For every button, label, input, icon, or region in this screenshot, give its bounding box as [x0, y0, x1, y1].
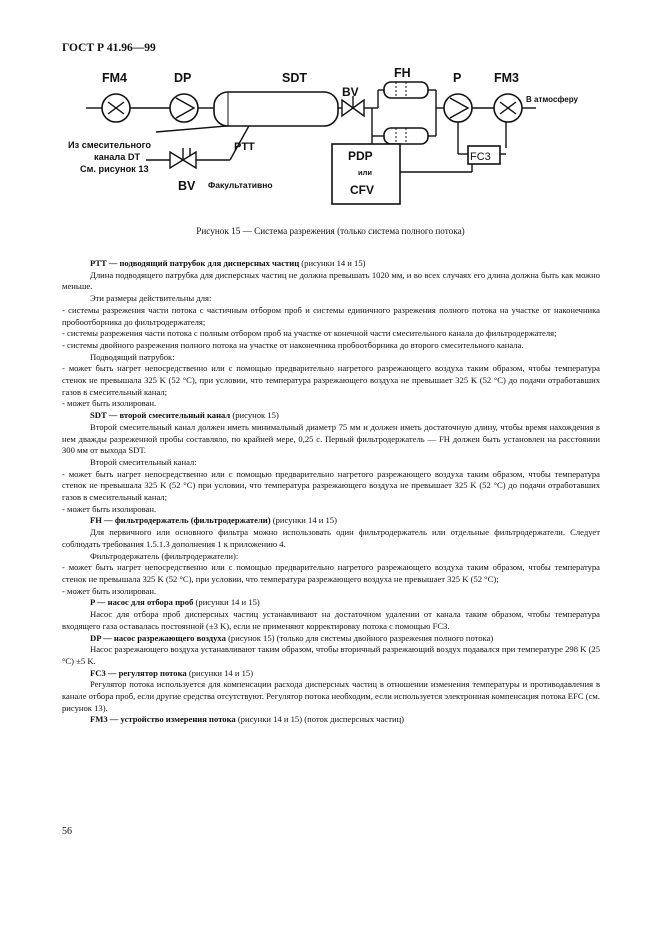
paragraph [62, 668, 600, 680]
paragraph-term: SDT — второй смесительный канал [90, 410, 231, 421]
paragraph-text: Второй смесительный канал должен иметь минимальный диаметр 75 мм и должен иметь достаточную длину, чтобы время нахождения в нем дважды разреженной пробы составляло, по крайней мере, 0,25 с. Первый фильтродержатель — FH должен быть установлен на расстоянии 300 мм от выхода SDT. [62, 421, 600, 456]
bv-bottom-label: BV [178, 179, 196, 193]
paragraph-text: - может быть изолирован. [62, 503, 157, 514]
paragraph [62, 714, 600, 726]
dp-label: DP [174, 71, 192, 85]
paragraph [62, 679, 600, 714]
body-text [62, 258, 600, 726]
document-header: ГОСТ Р 41.96—99 [62, 42, 156, 54]
paragraph-text: - системы двойного разрежения полного потока на участке от наконечника пробоотборника до второго смесительного канала. [62, 339, 524, 350]
or-label: или [358, 168, 372, 177]
paragraph-term: FC3 — регулятор потока [90, 667, 187, 678]
paragraph-text: Регулятор потока используется для компенсации расхода дисперсных частиц в отношении изменения температуры и противодавления в канале отбора проб, если другие средства отсутствуют. Регулятор потока необходим, если используется электронная компенсация потока EFC (см. рисунок 13). [62, 679, 600, 713]
dilution-system-diagram [60, 62, 620, 212]
paragraph [62, 363, 600, 398]
sdt-tunnel-icon [214, 92, 338, 126]
paragraph-text: (рисунки 14 и 15) [193, 597, 260, 608]
paragraph [62, 270, 600, 293]
paragraph [62, 562, 600, 585]
paragraph-term: P — насос для отбора проб [90, 597, 194, 608]
paragraph [62, 504, 600, 516]
page-number: 56 [62, 826, 72, 837]
paragraph-text: (рисунки 14 и 15) (поток дисперсных частиц) [235, 714, 405, 725]
atmosphere-label: В атмосферу [526, 95, 578, 104]
cfv-label: CFV [350, 183, 374, 197]
paragraph [62, 586, 600, 598]
paragraph-text: Фильтродержатель (фильтродержатели): [90, 550, 239, 561]
paragraph-term: FM3 — устройство измерения потока [90, 714, 236, 725]
ptt-label: PTT [234, 141, 255, 153]
paragraph-term: DP — насос разрежающего воздуха [90, 632, 226, 643]
paragraph [62, 644, 600, 667]
paragraph [62, 305, 600, 328]
fh-label: FH [394, 66, 411, 80]
paragraph-text: - может быть нагрет непосредственно или с помощью предварительно нагретого разрежающего воздуха таким образом, чтобы температура стенок не превышала 325 K (52 °C), при условии, что температура разрежающего воздуха не превышает 325 K (52 °C); [62, 562, 600, 584]
paragraph [62, 527, 600, 550]
paragraph-text: (рисунок 15) (только для системы двойного разрежения полного потока) [225, 632, 494, 643]
sdt-label: SDT [282, 71, 307, 85]
paragraph-text: (рисунки 14 и 15) [186, 667, 254, 678]
paragraph-text: Второй смесительный канал: [90, 456, 197, 467]
paragraph [62, 410, 600, 422]
paragraph-text: Длина подводящего патрубка для дисперсных частиц не должна превышать 1020 мм, и во всех случаях его длина должна быть как можно меньше. [62, 269, 600, 292]
paragraph [62, 609, 600, 632]
optional-label: Факультативно [208, 180, 273, 190]
paragraph [62, 551, 600, 563]
paragraph-text: (рисунки 14 и 15) [299, 258, 366, 268]
fm3-label: FM3 [494, 71, 519, 85]
paragraph [62, 633, 600, 645]
paragraph-text: - может быть изолирован. [62, 398, 157, 409]
p-label: P [453, 71, 462, 85]
paragraph [62, 398, 600, 410]
paragraph-text: - системы разрежения части потока с частичным отбором проб и системы единичного разрежения полного потока на участке от наконечника пробоотборника до фильтродержателя; [62, 304, 600, 327]
paragraph-text: - системы разрежения части потока с полным отбором проб на участке от конечной части смесительного канала до фильтродержателя; [62, 328, 557, 339]
figure-caption: Рисунок 15 — Система разрежения (только система полного потока) [196, 226, 465, 236]
paragraph-term: FH — фильтродержатель (фильтродержатели) [90, 515, 271, 526]
fm4-label: FM4 [102, 71, 127, 85]
paragraph [62, 597, 600, 609]
paragraph [62, 352, 600, 364]
paragraph-text: - может быть изолирован. [62, 585, 157, 596]
paragraph [62, 258, 600, 270]
paragraph [62, 293, 600, 305]
paragraph-text: (рисунки 14 и 15) [270, 515, 337, 526]
paragraph-term: PTT — подводящий патрубок для дисперсных частиц [90, 258, 300, 268]
paragraph-text: Эти размеры действительны для: [90, 293, 212, 304]
pdp-label: PDP [348, 149, 373, 163]
inlet-line-3: См. рисунок 13 [80, 164, 149, 174]
fc3-label: FC3 [470, 151, 491, 163]
paragraph-text: (рисунок 15) [230, 410, 279, 421]
paragraph-text: Для первичного или основного фильтра можно использовать один фильтродержатель или отдельные фильтродержатели. Следует соблюдать требования 1.5.1.3 дополнения 1 к приложению 4. [62, 527, 600, 549]
paragraph [62, 422, 600, 457]
paragraph-text: Подводящий патрубок: [90, 351, 175, 362]
bv-top-label: BV [342, 85, 359, 99]
paragraph-text: Насос для отбора проб дисперсных частиц устанавливают на достаточном удалении от канала таким образом, чтобы температура входящего газа оставалась постоянной (±3 K), если не применяют корректировку потока с помощью FC3. [62, 609, 600, 631]
paragraph [62, 469, 600, 504]
paragraph [62, 340, 600, 352]
paragraph [62, 457, 600, 469]
paragraph-text: - может быть нагрет непосредственно или с помощью предварительно нагретого разрежающего воздуха таким образом, чтобы температура стенок не превышала 325 K (52 °C), при условии, что температура разрежающего воздуха не превышает 325 K (52 °C) до подачи отработавших газов в смесительный канал; [62, 363, 600, 397]
paragraph-text: - может быть нагрет непосредственно или с помощью предварительно нагретого разрежающего воздуха таким образом, чтобы температура стенок не превышала 325 K (52 °C) при условии, что температура разрежающего воздуха не превышает 325 K (52 °C) до подачи отработавших газов в смесительный канал; [62, 468, 600, 503]
inlet-line-2: канала DT [94, 152, 141, 162]
inlet-line-1: Из смесительного [68, 140, 151, 150]
paragraph-text: Насос разрежающего воздуха устанавливают таким образом, чтобы вторичный разрежающий воздух подавался при температуре 298 K (25 °C) ±5 K. [62, 644, 600, 666]
paragraph [62, 515, 600, 527]
paragraph [62, 328, 600, 340]
